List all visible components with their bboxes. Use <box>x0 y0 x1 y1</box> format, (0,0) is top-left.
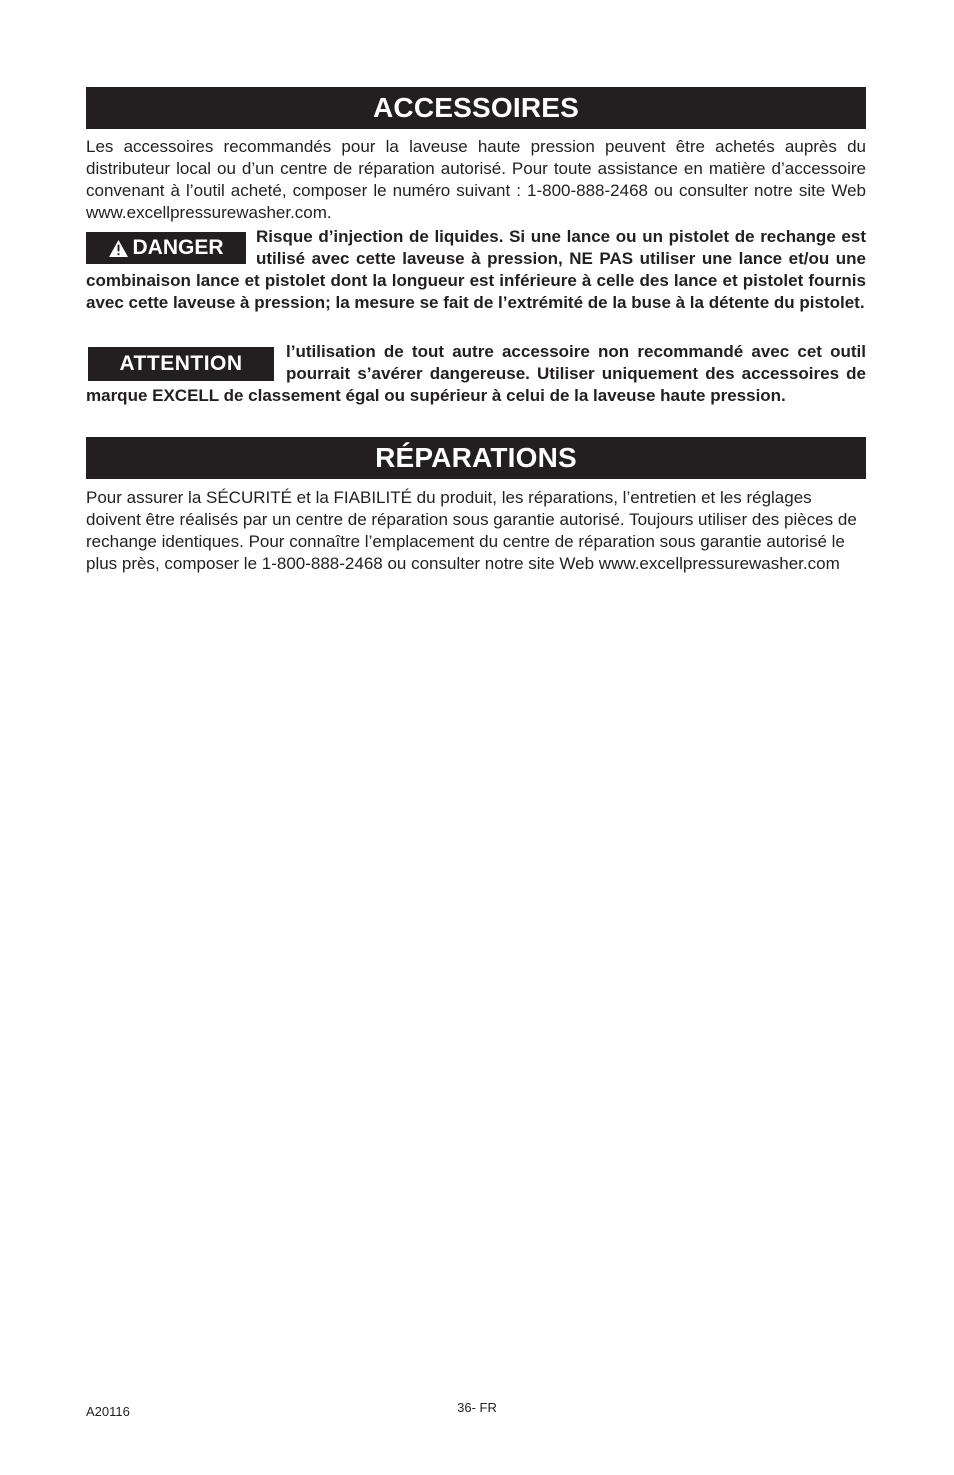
document-code: A20116 <box>86 1404 130 1419</box>
danger-label-text: DANGER <box>132 236 224 259</box>
warning-triangle-icon <box>108 239 129 258</box>
repairs-heading-text: RÉPARATIONS <box>375 442 577 473</box>
attention-warning <box>86 341 866 407</box>
repairs-paragraph: Pour assurer la SÉCURITÉ et la FIABILITÉ du produit, les réparations, l’entretien et les réglages doivent être réalisés par un centre de réparation sous garantie autorisé. Toujours utiliser des pièces de rechange identiques. Pour connaître l’emplacement du centre de réparation sous garantie autorisé le plus près, composer le 1-800-888-2468 ou consulter notre site Web www.excellpressurewasher.com <box>86 488 857 573</box>
attention-warning-text: l’utilisation de tout autre accessoire non recommandé avec cet outil pourrait s’avérer dangereuse. Utiliser uniquement des accessoires de marque EXCELL de classement égal ou supérieur à celui de la laveuse haute pression. <box>86 342 866 405</box>
attention-label <box>88 347 274 381</box>
attention-label-text: ATTENTION <box>119 352 243 375</box>
accessories-heading-text: ACCESSOIRES <box>372 92 580 123</box>
danger-label <box>86 232 246 264</box>
danger-warning-text: Risque d’injection de liquides. Si une lance ou un pistolet de rechange est utilisé avec cette laveuse à pression, NE PAS utiliser une lance et/ou une combinaison lance et pistolet dont la longueur est inférieure à celle des lance et pistolet fournis avec cette laveuse à pression; la mesure se fait de l’extrémité de la buse à la détente du pistolet. <box>86 227 866 312</box>
danger-warning <box>86 226 866 314</box>
accessories-paragraph: Les accessoires recommandés pour la laveuse haute pression peuvent être achetés auprès du distributeur local ou d’un centre de réparation autorisé. Pour toute assistance en matière d’accessoire convenant à l’outil acheté, composer le numéro suivant : 1-800-888-2468 ou consulter notre site Web www.excellpressurewasher.com. <box>86 137 866 222</box>
accessories-heading <box>86 87 866 129</box>
repairs-heading <box>86 437 866 479</box>
page-number: 36- FR <box>457 1400 497 1415</box>
